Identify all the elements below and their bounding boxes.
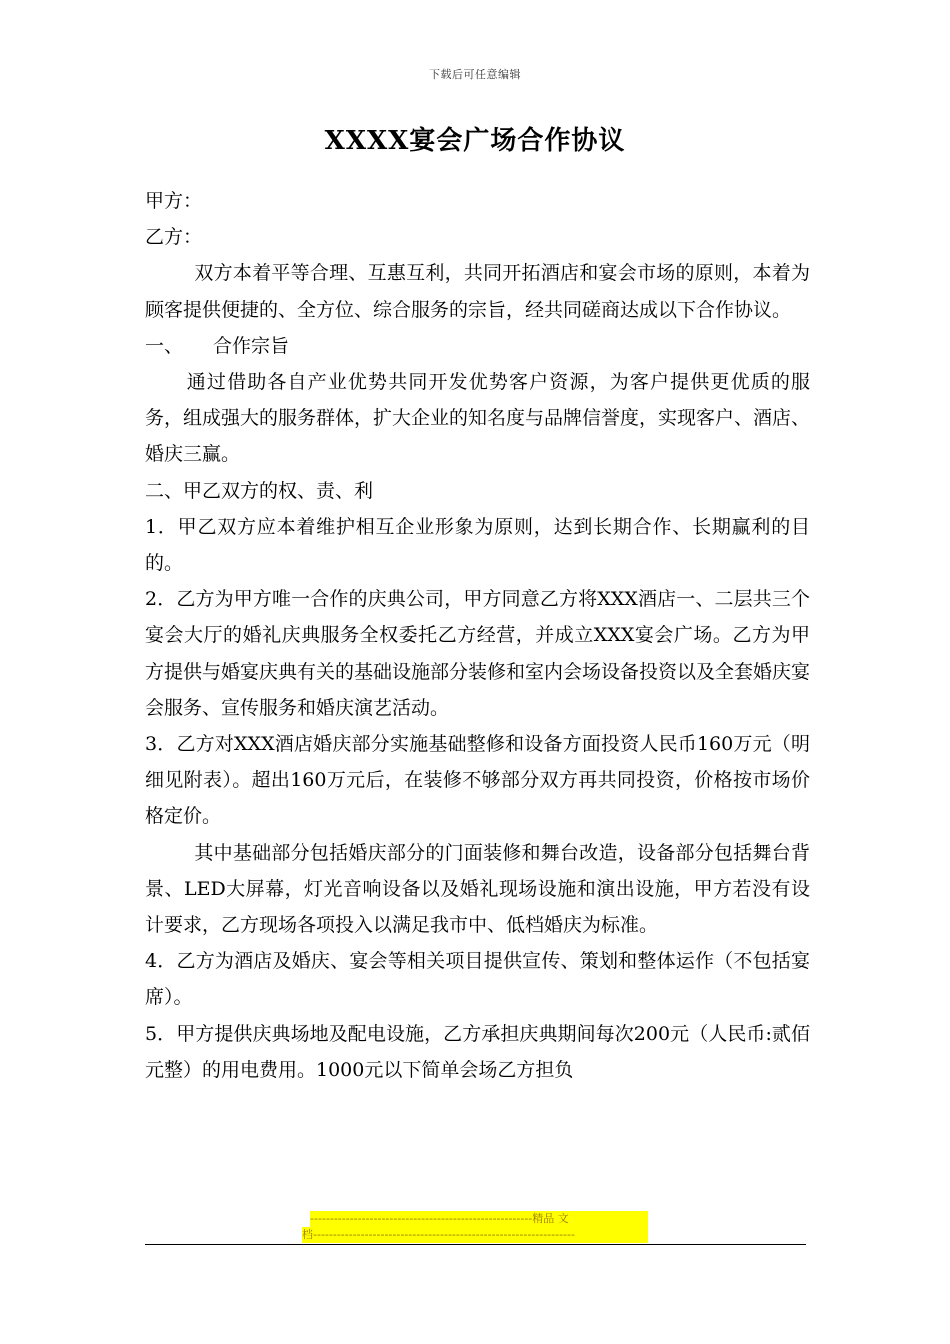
- clause-3-detail: 其中基础部分包括婚庆部分的门面装修和舞台改造，设备部分包括舞台背景、LED大屏幕，灯光音响设备以及婚礼现场设施和演出设施，甲方若没有设计要求，乙方现场各项投入以满足我市中、低档婚庆为标准。: [145, 841, 810, 937]
- party-b-line: 乙方：: [145, 226, 203, 249]
- section1-heading: [145, 328, 810, 364]
- footer-watermark-line2: 档------------------------------------------------------------------: [302, 1227, 648, 1243]
- section1-number: 一、: [145, 334, 184, 357]
- document-body: [145, 183, 810, 1088]
- clause-1: 1．甲乙双方应本着维护相互企业形象为原则，达到长期合作、长期赢利的目的。: [145, 515, 810, 575]
- clause-3: 3．乙方对XXX酒店婚庆部分实施基础整修和设备方面投资人民币160万元（明细见附表）。超出160万元后，在装修不够部分双方再共同投资，价格按市场价格定价。: [145, 733, 810, 828]
- section2-heading: 二、甲乙双方的权、责、利: [145, 479, 374, 502]
- party-a-line: 甲方：: [145, 190, 203, 212]
- page-header-note: 下载后可任意编辑: [429, 68, 521, 81]
- clause-4: 4．乙方为酒店及婚庆、宴会等相关项目提供宣传、策划和整体运作（不包括宴席）。: [145, 950, 810, 1009]
- intro-paragraph: 双方本着平等合理、互惠互利，共同开拓酒店和宴会市场的原则，本着为顾客提供便捷的、全方位、综合服务的宗旨，经共同磋商达成以下合作协议。: [145, 262, 810, 321]
- section1-paragraph: 通过借助各自产业优势共同开发优势客户资源，为客户提供更优质的服务，组成强大的服务群体，扩大企业的知名度与品牌信誉度，实现客户、酒店、婚庆三赢。: [145, 371, 811, 466]
- document-title: XXXX宴会广场合作协议: [324, 126, 626, 156]
- clause-5: 5．甲方提供庆典场地及配电设施，乙方承担庆典期间每次200元（人民币:贰佰元整）的用电费用。1000元以下简单会场乙方担负: [145, 1022, 810, 1081]
- section1-title: 合作宗旨: [213, 334, 290, 357]
- clause-2: 2．乙方为甲方唯一合作的庆典公司，甲方同意乙方将XXX酒店一、二层共三个宴会大厅的婚礼庆典服务全权委托乙方经营，并成立XXX宴会广场。乙方为甲方提供与婚宴庆典有关的基础设施部分装修和室内会场设备投资以及全套婚庆宴会服务、宣传服务和婚庆演艺活动。: [145, 588, 811, 719]
- footer-watermark-line1: --------------------------------------------------------精品 文: [310, 1211, 648, 1227]
- footer-divider: [145, 1244, 806, 1245]
